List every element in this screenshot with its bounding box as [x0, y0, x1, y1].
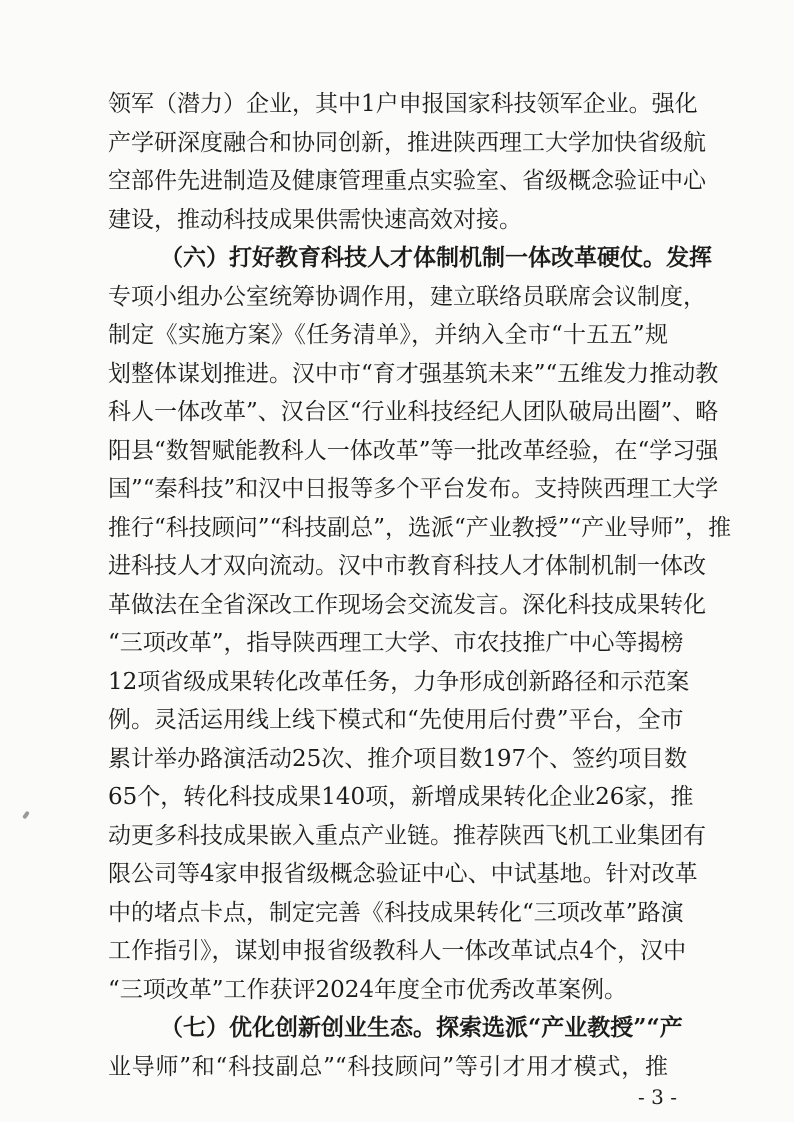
page-number: - 3 -: [638, 1085, 677, 1109]
body-line: 产学研深度融合和协同创新，推进陕西理工大学加快省级航: [108, 129, 706, 156]
body-line: “三项改革”，指导陕西理工大学、市农技推广中心等揭榜: [108, 630, 684, 656]
body-line: 中的堵点卡点，制定完善《科技成果转化“三项改革”路演: [108, 899, 684, 926]
section-heading-six: （六）打好教育科技人才体制机制一体改革硬仗。发挥: [160, 244, 712, 271]
body-line: 制定《实施方案》《任务清单》，并纳入全市“十五五”规: [108, 322, 668, 348]
body-line: 革做法在全省深改工作现场会交流发言。深化科技成果转化: [108, 591, 706, 618]
body-line: 推行“科技顾问”“科技副总”，选派“产业教授”“产业导师”，推: [108, 514, 732, 541]
body-line: 科人一体改革”、汉台区“行业科技经纪人团队破局出圈”、略: [108, 399, 719, 425]
body-line: 领军（潜力）企业，其中1户申报国家科技领军企业。强化: [108, 91, 698, 117]
body-line: “三项改革”工作获评2024年度全市优秀改革案例。: [108, 976, 628, 1003]
body-line: 动更多科技成果嵌入重点产业链。推荐陕西飞机工业集团有: [108, 822, 706, 849]
body-line: 进科技人才双向流动。汉中市教育科技人才体制机制一体改: [108, 553, 706, 579]
body-line: 限公司等4家申报省级概念验证中心、中试基地。针对改革: [108, 861, 698, 887]
body-line: 65个，转化科技成果140项，新增成果转化企业26家，推: [108, 784, 694, 810]
body-line: 工作指引》，谋划申报省级教科人一体改革试点4个，汉中: [108, 938, 687, 964]
body-line: 例。灵活运用线上线下模式和“先使用后付费”平台，全市: [108, 707, 684, 733]
body-line: 累计举办路演活动25次、推介项目数197个、签约项目数: [108, 745, 688, 772]
body-line: 阳县“数智赋能教科人一体改革”等一批改革经验，在“学习强: [108, 437, 719, 464]
body-line: 空部件先进制造及健康管理重点实验室、省级概念验证中心: [108, 168, 706, 194]
body-line: 12项省级成果转化改革任务，力争形成创新路径和示范案: [108, 668, 690, 695]
scan-speck: [22, 811, 30, 820]
section-heading-seven: （七）优化创新创业生态。探索选派“产业教授”“产: [160, 1014, 683, 1041]
body-line: 国”“秦科技”和汉中日报等多个平台发布。支持陕西理工大学: [108, 476, 719, 502]
body-line: 建设，推动科技成果供需快速高效对接。: [108, 206, 522, 233]
body-line: 划整体谋划推进。汉中市“育才强基筑未来”“五维发力推动教: [108, 360, 719, 387]
body-line: 专项小组办公室统筹协调作用，建立联络员联席会议制度，: [108, 283, 706, 310]
body-line: 业导师”和“科技副总”“科技顾问”等引才用才模式，推: [108, 1053, 668, 1080]
